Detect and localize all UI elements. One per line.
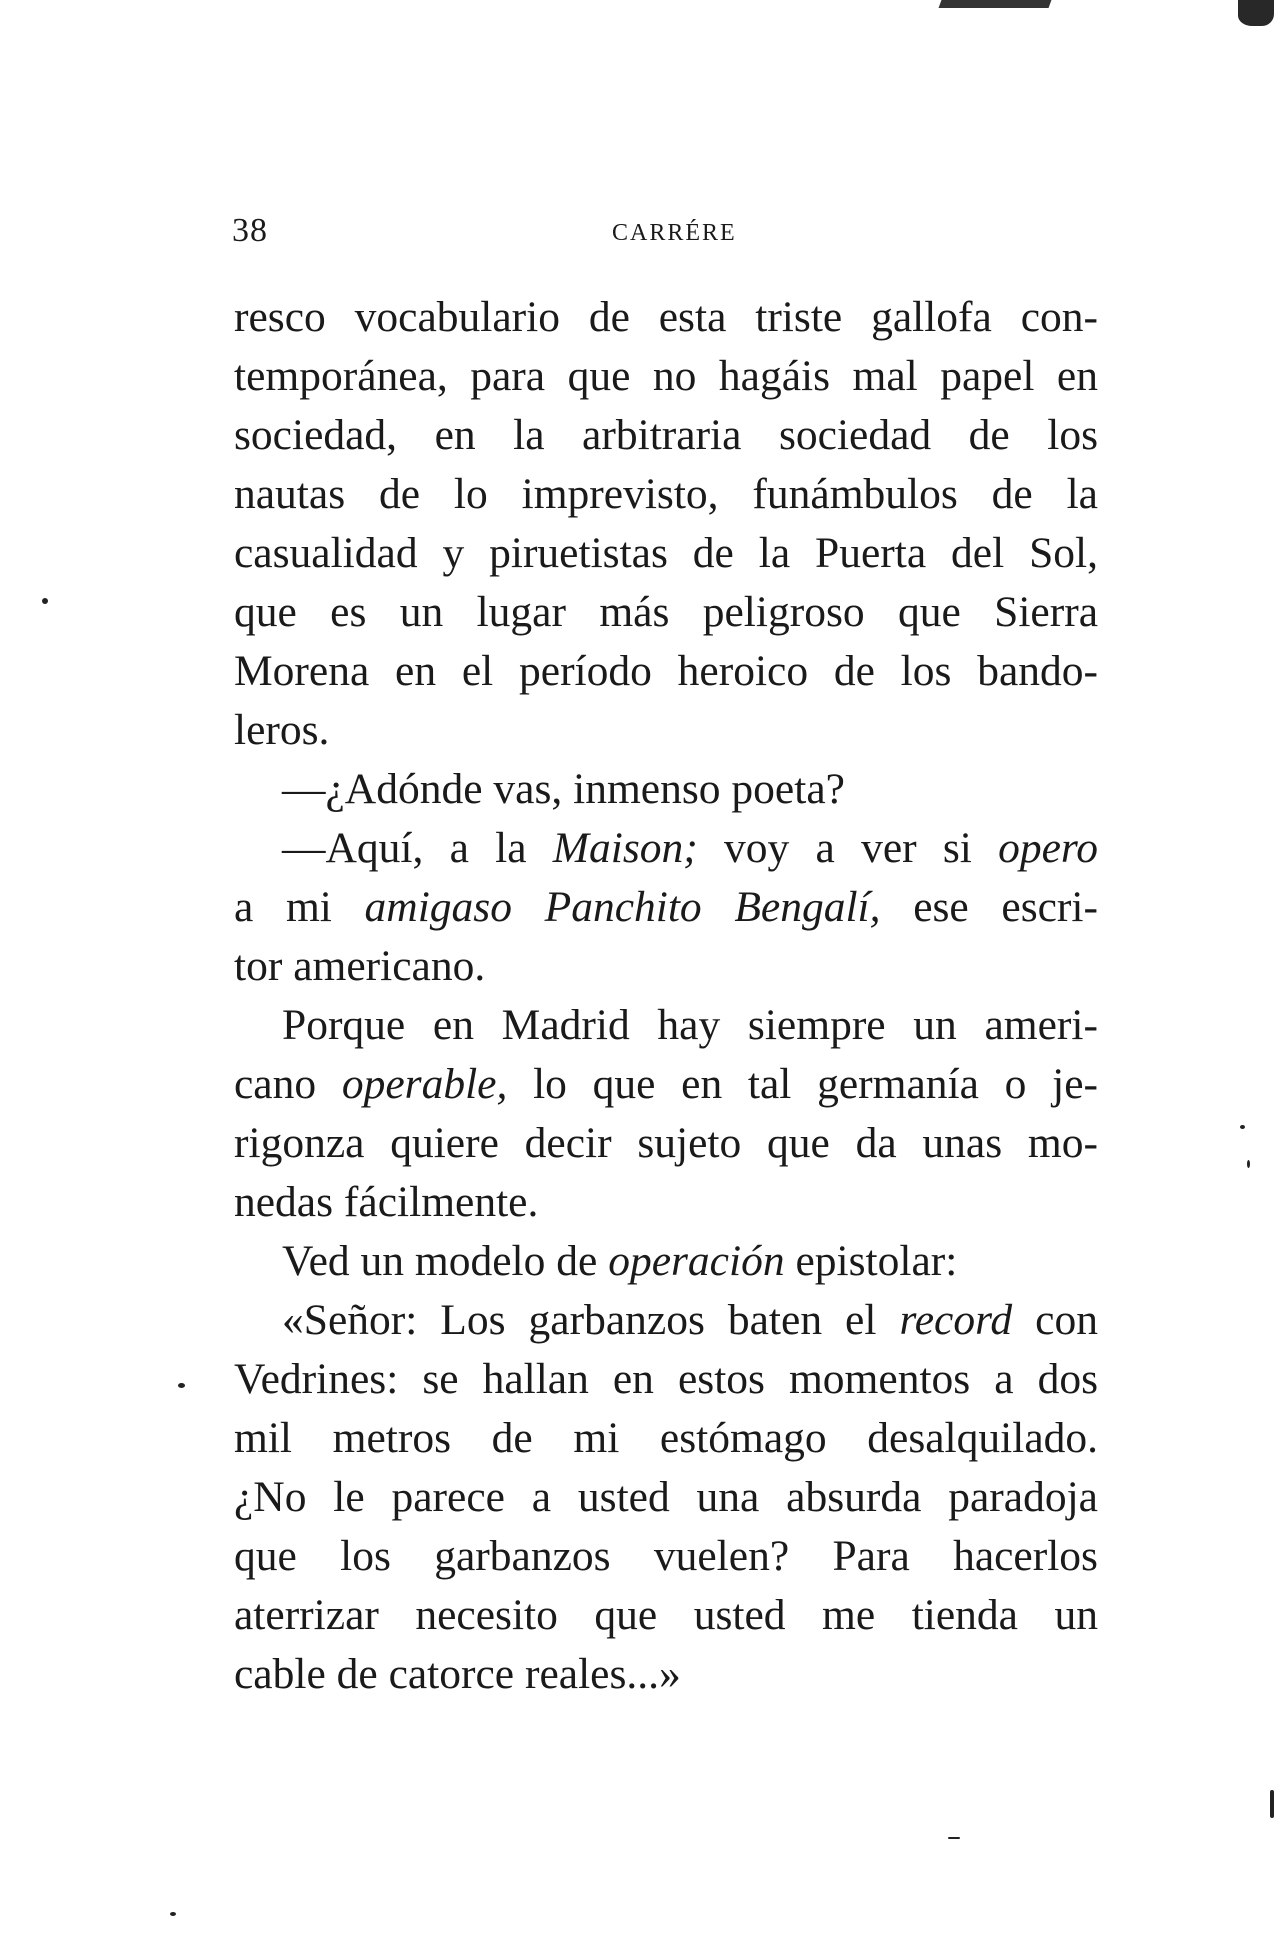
text-line: leros. — [234, 706, 330, 754]
text-line: sociedad, en la arbitraria sociedad de los — [234, 411, 1098, 459]
scan-mark-top — [939, 0, 1052, 8]
text-line: casualidad y piruetistas de la Puerta del Sol, — [234, 529, 1098, 577]
quote-line: cable de catorce reales...» — [234, 1650, 681, 1698]
speck — [170, 1912, 176, 1916]
text-line — [234, 878, 1098, 937]
italic-run: amigaso Panchito Bengalí, — [364, 883, 881, 931]
text-run: voy a ver si — [697, 824, 999, 872]
italic-run: opero — [998, 824, 1098, 872]
text-line: Morena en el período heroico de los bando- — [234, 647, 1098, 695]
speck — [42, 598, 48, 604]
text-run: con — [1012, 1296, 1098, 1344]
text-run: —Aquí, a la — [282, 824, 553, 872]
text-run: ese escri- — [880, 883, 1098, 931]
quote-line: mil metros de mi estómago desalquilado. — [234, 1414, 1098, 1462]
text-line: nautas de lo imprevisto, funámbulos de la — [234, 470, 1098, 518]
text-line: temporánea, para que no hagáis mal papel en — [234, 352, 1098, 400]
italic-run: record — [899, 1296, 1013, 1344]
text-run: «Señor: Los garbanzos baten el — [282, 1296, 900, 1344]
dialogue-line — [234, 819, 1098, 878]
text-line: Porque en Madrid hay siempre un ameri- — [282, 1001, 1098, 1049]
speck — [1247, 1160, 1250, 1168]
text-run: cano — [234, 1060, 342, 1108]
text-run: Ved un modelo de — [282, 1237, 609, 1285]
quote-line: ¿No le parece a usted una absurda paradoja — [234, 1473, 1098, 1521]
text-line — [234, 1232, 1098, 1291]
text-line: rigonza quiere decir sujeto que da unas mo- — [234, 1119, 1098, 1167]
speck — [1270, 1790, 1274, 1818]
quote-line: que los garbanzos vuelen? Para hacerlos — [234, 1532, 1098, 1580]
italic-run: operable, — [341, 1060, 508, 1108]
speck — [948, 1837, 960, 1839]
quote-line — [234, 1291, 1098, 1350]
text-line: tor americano. — [234, 942, 486, 990]
scan-mark-corner — [1238, 0, 1274, 26]
running-title: CARRÉRE — [612, 220, 737, 246]
text-line — [234, 1055, 1098, 1114]
text-line: nedas fácilmente. — [234, 1178, 539, 1226]
page-number: 38 — [232, 212, 268, 249]
quote-line: Vedrines: se hallan en estos momentos a dos — [234, 1355, 1098, 1403]
text-run: epistolar: — [784, 1237, 958, 1285]
speck — [178, 1383, 185, 1388]
dialogue-line: —¿Adónde vas, inmenso poeta? — [282, 765, 845, 813]
quote-line: aterrizar necesito que usted me tienda un — [234, 1591, 1098, 1639]
italic-run: operación — [608, 1237, 785, 1285]
text-line: resco vocabulario de esta triste gallofa con- — [234, 293, 1098, 341]
text-run: lo que en tal germanía o je- — [507, 1060, 1099, 1108]
running-head — [232, 212, 1098, 252]
text-line: que es un lugar más peligroso que Sierra — [234, 588, 1098, 636]
italic-run: Maison; — [552, 824, 698, 872]
speck — [1240, 1125, 1245, 1129]
text-run: a mi — [234, 883, 365, 931]
body-text — [234, 288, 1098, 1704]
